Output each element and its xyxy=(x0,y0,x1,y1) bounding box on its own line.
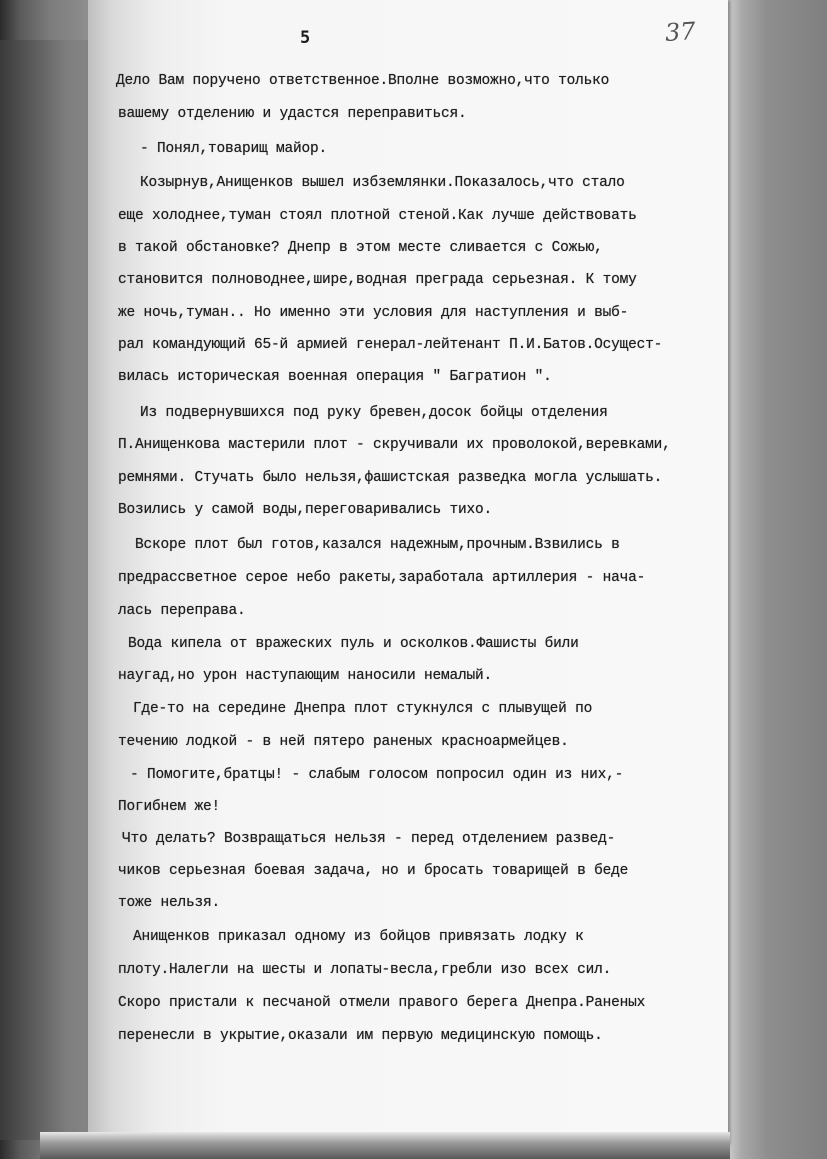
text-line: Что делать? Возвращаться нельзя - перед отделением развед- xyxy=(122,831,616,847)
text-line: лась переправа. xyxy=(118,603,246,619)
text-line: Анищенков приказал одному из бойцов привязать лодку к xyxy=(133,929,584,945)
page-bottom-edge xyxy=(40,1132,730,1159)
page-number: 5 xyxy=(300,28,311,48)
handwritten-archive-number: 37 xyxy=(664,16,697,48)
text-line: чиков серьезная боевая задача, но и бросать товарищей в беде xyxy=(118,863,629,879)
text-line: Вскоре плот был готов,казался надежным,прочным.Взвились в xyxy=(135,537,620,553)
text-line: П.Анищенкова мастерили плот - скручивали их проволокой,веревками, xyxy=(118,437,671,453)
text-line: еще холоднее,туман стоял плотной стеной.Как лучше действовать xyxy=(118,208,637,224)
text-line: - Понял,товарищ майор. xyxy=(140,141,328,157)
text-line: предрассветное серое небо ракеты,заработала артиллерия - нача- xyxy=(118,570,646,586)
text-line: плоту.Налегли на шесты и лопаты-весла,гребли изо всех сил. xyxy=(118,962,612,978)
book-spine xyxy=(727,0,827,1159)
text-line: вилась историческая военная операция " Багратион ". xyxy=(118,369,552,385)
text-line: Из подвернувшихся под руку бревен,досок бойцы отделения xyxy=(140,405,608,421)
text-line: тоже нельзя. xyxy=(118,895,221,911)
text-line: течению лодкой - в ней пятеро раненых красноармейцев. xyxy=(118,734,569,750)
text-line: наугад,но урон наступающим наносили немалый. xyxy=(118,668,493,684)
text-line: Погибнем же! xyxy=(118,799,221,815)
text-line: же ночь,туман.. Но именно эти условия для наступления и выб- xyxy=(118,305,629,321)
text-line: - Помогите,братцы! - слабым голосом попросил один из них,- xyxy=(130,767,624,783)
text-line: ремнями. Стучать было нельзя,фашистская разведка могла услышать. xyxy=(118,470,663,486)
text-line: вашему отделению и удастся переправиться. xyxy=(118,106,467,122)
text-line: становится полноводнее,шире,водная преграда серьезная. К тому xyxy=(118,272,637,288)
text-line: Вода кипела от вражеских пуль и осколков.Фашисты били xyxy=(128,636,579,652)
text-line: перенесли в укрытие,оказали им первую медицинскую помощь. xyxy=(118,1028,603,1044)
text-line: Скоро пристали к песчаной отмели правого берега Днепра.Раненых xyxy=(118,995,646,1011)
text-line: Возились у самой воды,переговаривались тихо. xyxy=(118,502,493,518)
text-line: рал командующий 65-й армией генерал-лейтенант П.И.Батов.Осущест- xyxy=(118,337,663,353)
text-line: в такой обстановке? Днепр в этом месте сливается с Сожью, xyxy=(118,240,603,256)
text-line: Где-то на середине Днепра плот стукнулся с плывущей по xyxy=(133,701,593,717)
text-line: Дело Вам поручено ответственное.Вполне возможно,что только xyxy=(116,73,610,89)
text-line: Козырнув,Анищенков вышел избземлянки.Показалось,что стало xyxy=(140,175,625,191)
